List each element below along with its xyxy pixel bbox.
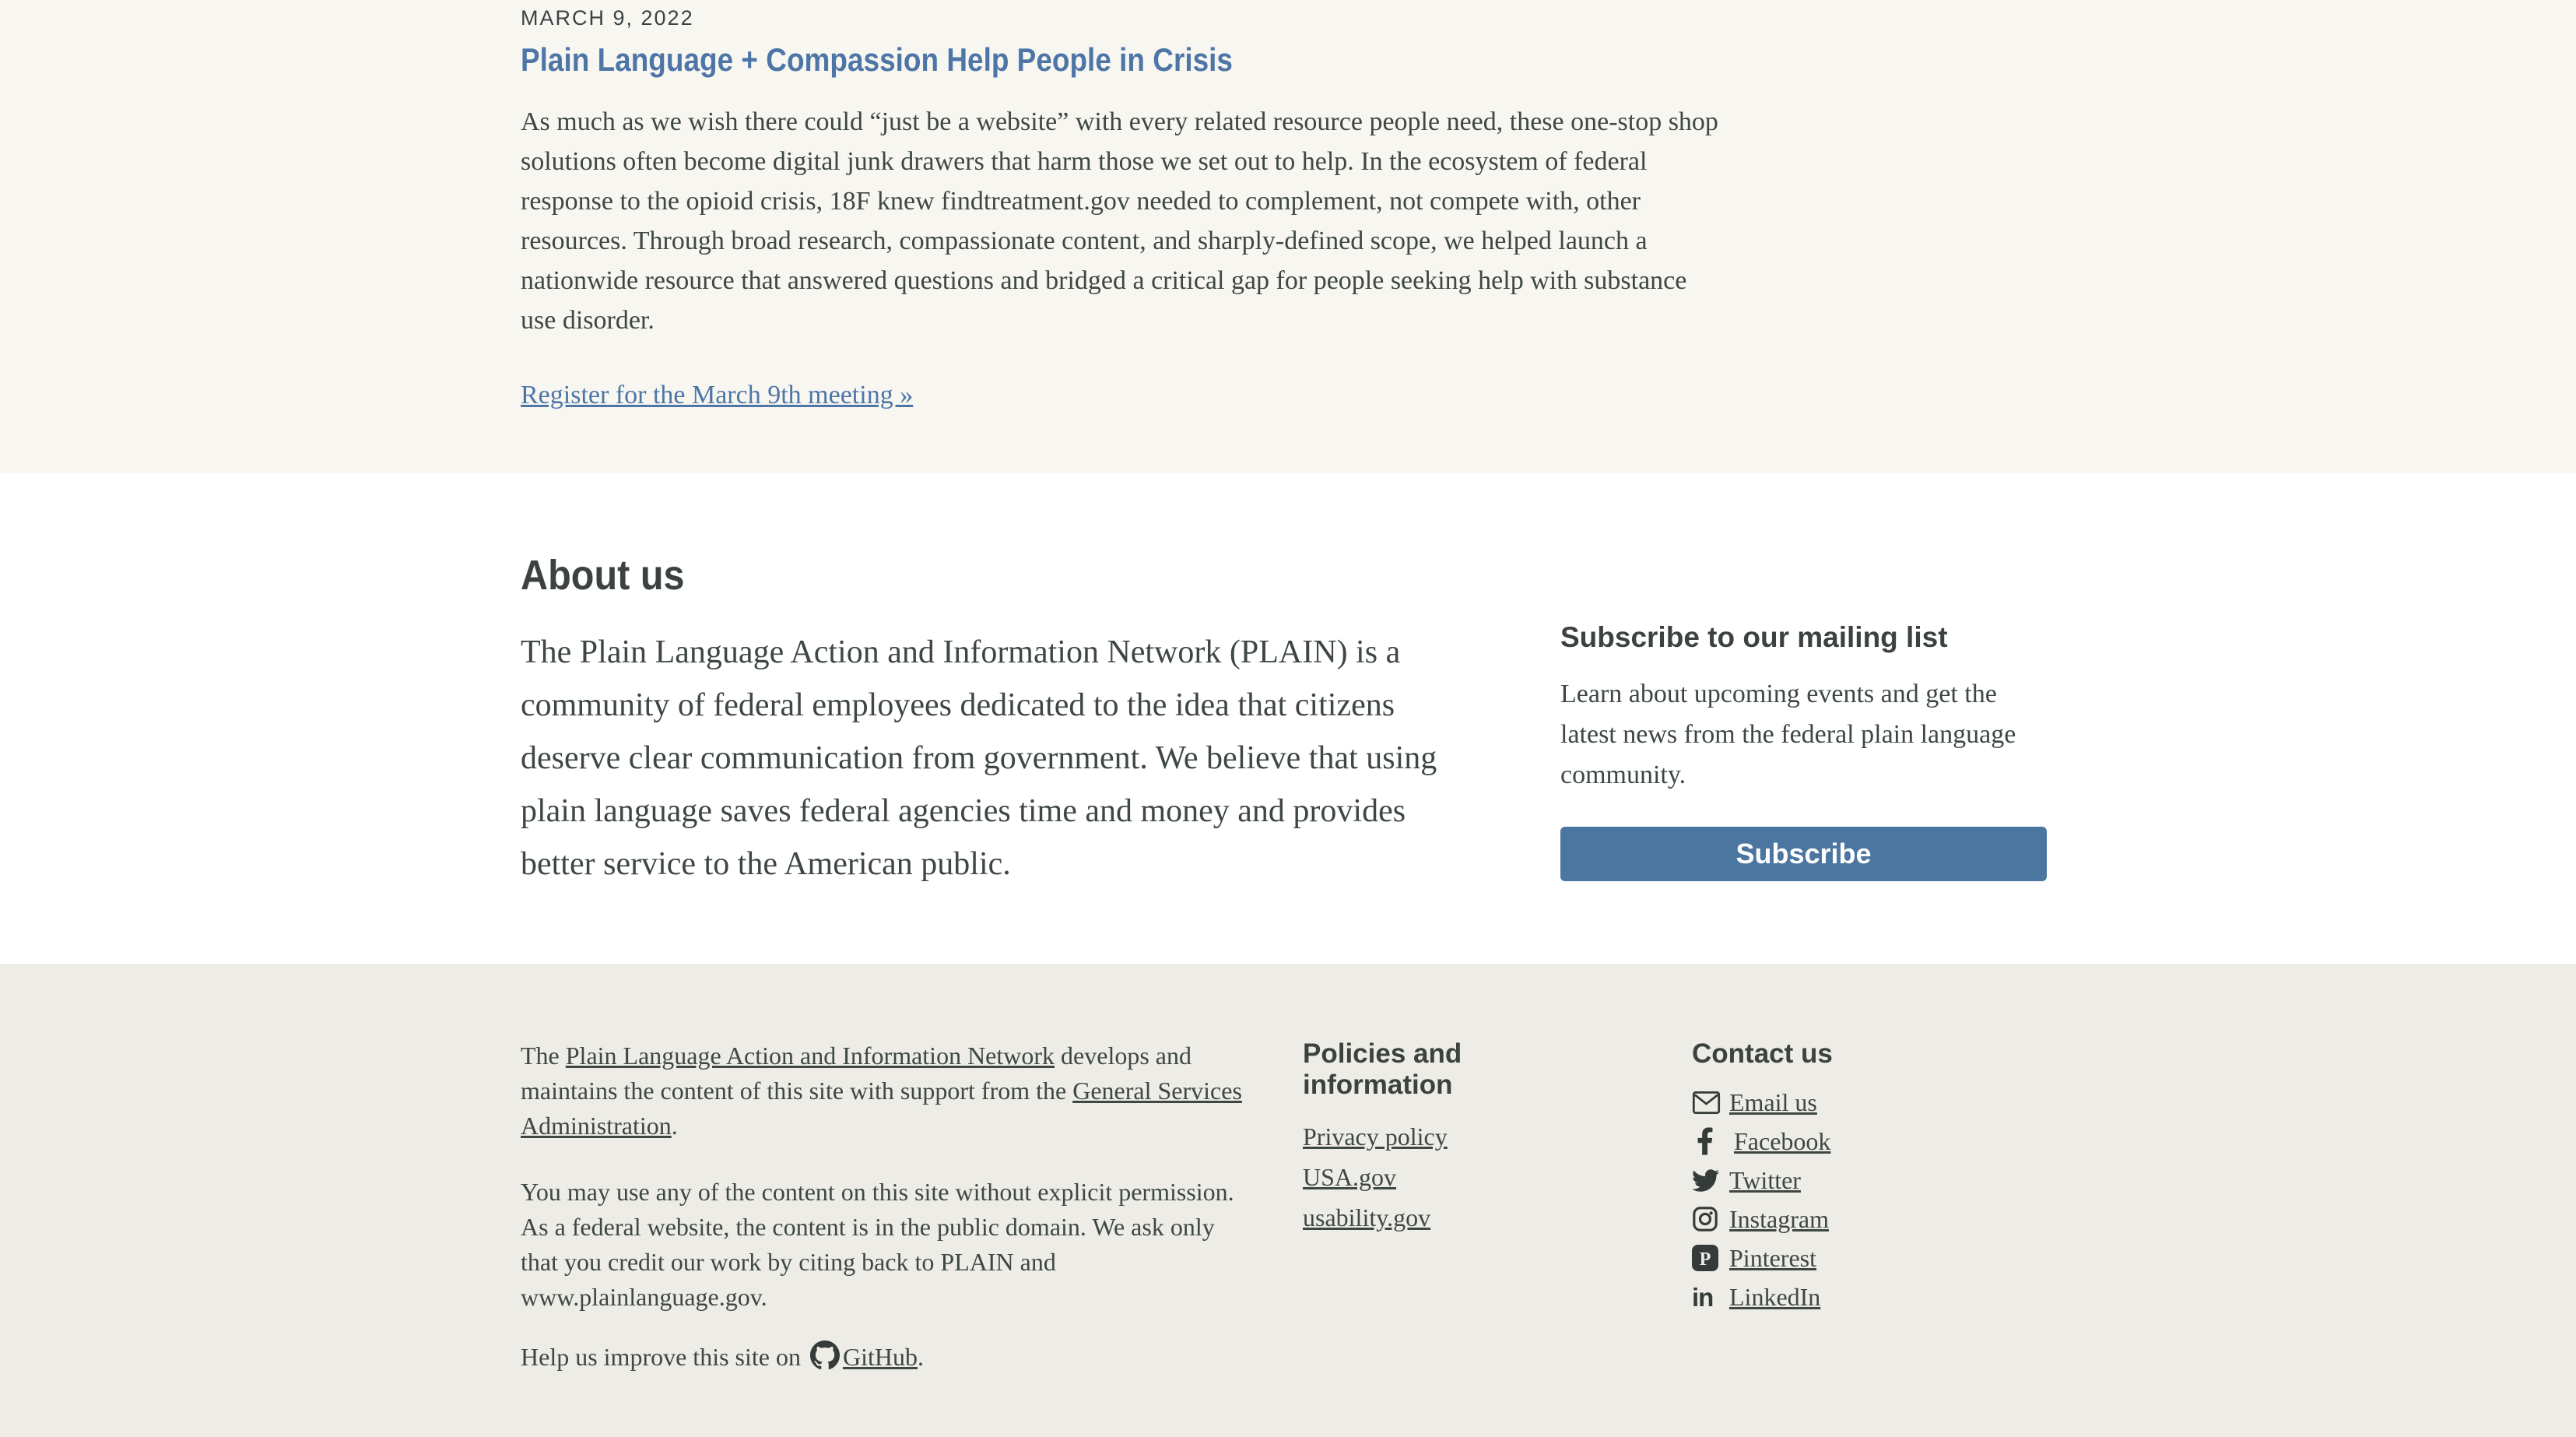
svg-text:P: P xyxy=(1699,1249,1711,1270)
twitter-label: Twitter xyxy=(1729,1165,1801,1194)
subscribe-button[interactable]: Subscribe xyxy=(1560,827,2047,881)
footer-improve-pre: Help us improve this site on xyxy=(521,1343,801,1371)
github-link[interactable]: GitHub xyxy=(842,1343,918,1371)
footer-about-text xyxy=(521,1038,1256,1144)
instagram-label: Instagram xyxy=(1729,1204,1829,1233)
linkedin-label: LinkedIn xyxy=(1729,1282,1821,1311)
register-meeting-link[interactable]: Register for the March 9th meeting » xyxy=(521,381,914,409)
email-icon xyxy=(1692,1091,1729,1115)
footer-about-mid: develops and maintains the content of this site with support from the xyxy=(521,1042,1191,1105)
post-body: As much as we wish there could “just be a website” with every related resource people need, these one-stop shop solutions often become digital junk drawers that harm those we set out to help. In the ecosystem of federal response to the opioid crisis, 18F knew findtreatment.gov needed to complement, not compete with, other resources. Through broad research, compassionate content, and sharply-defined scope, we helped launch a nationwide resource that answered questions and bridged a critical gap for people seeking help with substance use disorder. xyxy=(521,107,1718,335)
linkedin-link[interactable] xyxy=(1692,1283,2128,1311)
footer-policies-column xyxy=(1303,1038,1614,1241)
contact-title: Contact us xyxy=(1692,1038,1833,1069)
footer-improve-post: . xyxy=(917,1343,924,1371)
subscribe-body: Learn about upcoming events and get the latest news from the federal plain language community. xyxy=(1560,680,2016,789)
plain-network-link[interactable]: Plain Language Action and Information Network xyxy=(565,1042,1055,1070)
about-title: About us xyxy=(521,552,685,599)
blog-post-section xyxy=(0,0,2576,473)
privacy-policy-link[interactable]: Privacy policy xyxy=(1303,1123,1448,1151)
facebook-link[interactable] xyxy=(1692,1127,2128,1155)
twitter-link[interactable] xyxy=(1692,1166,2128,1194)
footer-about-column xyxy=(521,1038,1256,1375)
linkedin-icon: in xyxy=(1692,1282,1714,1312)
about-section xyxy=(0,473,2576,964)
gsa-link[interactable]: General Services Administration xyxy=(521,1077,1242,1140)
about-body: The Plain Language Action and Information Network (PLAIN) is a community of federal employees dedicated to the idea that citizens deserve clear communication from government. We believe that using plain language saves federal agencies time and money and provides better service to the American public. xyxy=(521,634,1437,882)
email-us-link[interactable] xyxy=(1692,1088,2128,1116)
footer-contact-column xyxy=(1692,1038,2128,1322)
pinterest-label: Pinterest xyxy=(1729,1243,1816,1272)
about-column xyxy=(521,551,1445,891)
footer-usage-text: You may use any of the content on this site without explicit permission. As a federal website, the content is in the public domain. We ask only that you credit our work by citing back to PLAIN and www.plainlanguage.gov. xyxy=(521,1178,1234,1311)
subscribe-title: Subscribe to our mailing list xyxy=(1560,621,1948,653)
pinterest-link[interactable] xyxy=(1692,1244,2128,1272)
usability-gov-link[interactable]: usability.gov xyxy=(1303,1203,1431,1231)
post-date: MARCH 9, 2022 xyxy=(521,6,694,30)
subscribe-column xyxy=(1560,621,2047,881)
site-footer xyxy=(0,964,2576,1437)
facebook-label: Facebook xyxy=(1734,1126,1831,1155)
email-us-label: Email us xyxy=(1729,1087,1817,1116)
footer-about-pre: The xyxy=(521,1042,566,1070)
usa-gov-link[interactable]: USA.gov xyxy=(1303,1163,1397,1191)
policies-title: Policies and information xyxy=(1303,1038,1462,1100)
footer-about-post: . xyxy=(671,1112,678,1140)
twitter-icon xyxy=(1692,1167,1729,1194)
facebook-icon xyxy=(1692,1127,1734,1155)
instagram-icon xyxy=(1692,1206,1729,1232)
pinterest-icon xyxy=(1692,1245,1729,1271)
github-icon xyxy=(810,1340,840,1370)
footer-improve-text xyxy=(521,1340,1256,1375)
instagram-link[interactable] xyxy=(1692,1205,2128,1233)
post-title-link[interactable]: Plain Language + Compassion Help People in Crisis xyxy=(521,41,1233,78)
